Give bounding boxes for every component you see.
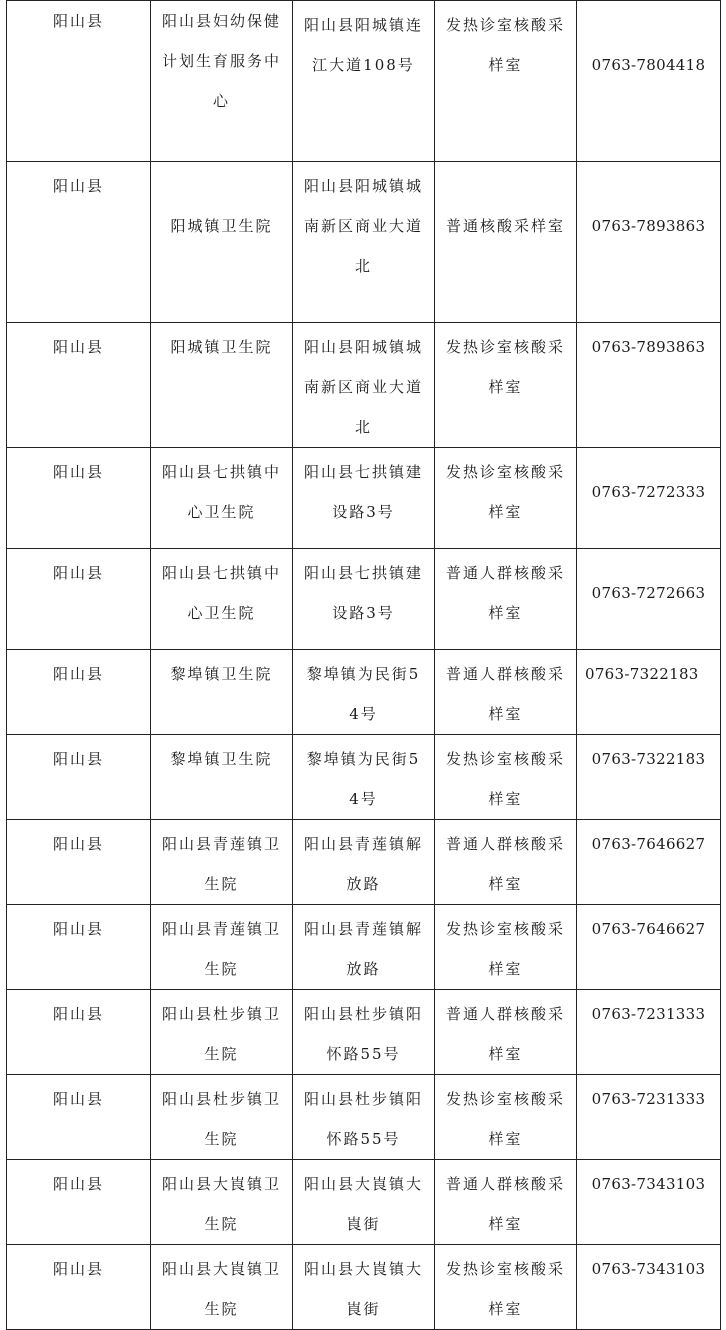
sampling-type-cell: 发热诊室核酸采样室 bbox=[435, 735, 577, 820]
institution-cell: 阳山县大崀镇卫生院 bbox=[151, 1160, 293, 1245]
sampling-type-cell: 发热诊室核酸采样室 bbox=[435, 1245, 577, 1330]
address-cell: 阳山县青莲镇解放路 bbox=[293, 820, 435, 905]
sampling-type-cell: 发热诊室核酸采样室 bbox=[435, 323, 577, 448]
sampling-type-cell: 普通人群核酸采样室 bbox=[435, 650, 577, 735]
phone-cell: 0763-7646627 bbox=[577, 820, 721, 905]
table-row bbox=[7, 323, 721, 448]
county-cell: 阳山县 bbox=[7, 162, 151, 323]
institution-cell: 阳山县七拱镇中心卫生院 bbox=[151, 549, 293, 650]
phone-cell: 0763-7272663 bbox=[577, 549, 721, 650]
address-cell: 阳山县阳城镇城南新区商业大道北 bbox=[293, 162, 435, 323]
phone-cell: 0763-7893863 bbox=[577, 323, 721, 448]
table-row bbox=[7, 549, 721, 650]
address-cell: 阳山县杜步镇阳怀路55号 bbox=[293, 1075, 435, 1160]
institution-cell: 黎埠镇卫生院 bbox=[151, 735, 293, 820]
county-cell: 阳山县 bbox=[7, 1, 151, 162]
phone-cell: 0763-7272333 bbox=[577, 448, 721, 549]
sampling-type-cell: 发热诊室核酸采样室 bbox=[435, 448, 577, 549]
institution-cell: 阳城镇卫生院 bbox=[151, 323, 293, 448]
phone-cell: 0763-7646627 bbox=[577, 905, 721, 990]
phone-cell: 0763-7322183 bbox=[577, 650, 721, 735]
institution-cell: 黎埠镇卫生院 bbox=[151, 650, 293, 735]
table-row bbox=[7, 162, 721, 323]
sampling-type-cell: 普通核酸采样室 bbox=[435, 162, 577, 323]
county-cell: 阳山县 bbox=[7, 1075, 151, 1160]
sampling-type-cell: 普通人群核酸采样室 bbox=[435, 1160, 577, 1245]
county-cell: 阳山县 bbox=[7, 448, 151, 549]
table-row bbox=[7, 990, 721, 1075]
institution-cell: 阳山县青莲镇卫生院 bbox=[151, 820, 293, 905]
address-cell: 阳山县杜步镇阳怀路55号 bbox=[293, 990, 435, 1075]
address-cell: 阳山县七拱镇建设路3号 bbox=[293, 549, 435, 650]
sampling-sites-table bbox=[6, 0, 721, 1330]
phone-cell: 0763-7804418 bbox=[577, 1, 721, 162]
phone-cell: 0763-7322183 bbox=[577, 735, 721, 820]
table-row bbox=[7, 1245, 721, 1330]
institution-cell: 阳山县妇幼保健计划生育服务中心 bbox=[151, 1, 293, 162]
document-page bbox=[6, 0, 720, 1318]
institution-cell: 阳山县杜步镇卫生院 bbox=[151, 1075, 293, 1160]
sampling-type-cell: 发热诊室核酸采样室 bbox=[435, 1, 577, 162]
sampling-type-cell: 普通人群核酸采样室 bbox=[435, 990, 577, 1075]
address-cell: 黎埠镇为民街54号 bbox=[293, 735, 435, 820]
address-cell: 阳山县七拱镇建设路3号 bbox=[293, 448, 435, 549]
county-cell: 阳山县 bbox=[7, 820, 151, 905]
table-row bbox=[7, 1075, 721, 1160]
phone-cell: 0763-7231333 bbox=[577, 990, 721, 1075]
sampling-type-cell: 发热诊室核酸采样室 bbox=[435, 905, 577, 990]
institution-cell: 阳山县青莲镇卫生院 bbox=[151, 905, 293, 990]
table-row bbox=[7, 905, 721, 990]
sampling-type-cell: 普通人群核酸采样室 bbox=[435, 549, 577, 650]
institution-cell: 阳城镇卫生院 bbox=[151, 162, 293, 323]
phone-cell: 0763-7343103 bbox=[577, 1245, 721, 1330]
county-cell: 阳山县 bbox=[7, 735, 151, 820]
table-row bbox=[7, 448, 721, 549]
institution-cell: 阳山县杜步镇卫生院 bbox=[151, 990, 293, 1075]
county-cell: 阳山县 bbox=[7, 650, 151, 735]
county-cell: 阳山县 bbox=[7, 549, 151, 650]
county-cell: 阳山县 bbox=[7, 990, 151, 1075]
table-row bbox=[7, 735, 721, 820]
county-cell: 阳山县 bbox=[7, 905, 151, 990]
phone-cell: 0763-7231333 bbox=[577, 1075, 721, 1160]
institution-cell: 阳山县七拱镇中心卫生院 bbox=[151, 448, 293, 549]
phone-cell: 0763-7893863 bbox=[577, 162, 721, 323]
institution-cell: 阳山县大崀镇卫生院 bbox=[151, 1245, 293, 1330]
table-row bbox=[7, 650, 721, 735]
sampling-type-cell: 发热诊室核酸采样室 bbox=[435, 1075, 577, 1160]
county-cell: 阳山县 bbox=[7, 1160, 151, 1245]
table-row bbox=[7, 1160, 721, 1245]
address-cell: 黎埠镇为民街54号 bbox=[293, 650, 435, 735]
table-row bbox=[7, 820, 721, 905]
address-cell: 阳山县大崀镇大崀街 bbox=[293, 1160, 435, 1245]
address-cell: 阳山县青莲镇解放路 bbox=[293, 905, 435, 990]
phone-cell: 0763-7343103 bbox=[577, 1160, 721, 1245]
address-cell: 阳山县阳城镇连江大道108号 bbox=[293, 1, 435, 162]
county-cell: 阳山县 bbox=[7, 323, 151, 448]
address-cell: 阳山县阳城镇城南新区商业大道北 bbox=[293, 323, 435, 448]
sampling-type-cell: 普通人群核酸采样室 bbox=[435, 820, 577, 905]
address-cell: 阳山县大崀镇大崀街 bbox=[293, 1245, 435, 1330]
table-row bbox=[7, 1, 721, 162]
county-cell: 阳山县 bbox=[7, 1245, 151, 1330]
